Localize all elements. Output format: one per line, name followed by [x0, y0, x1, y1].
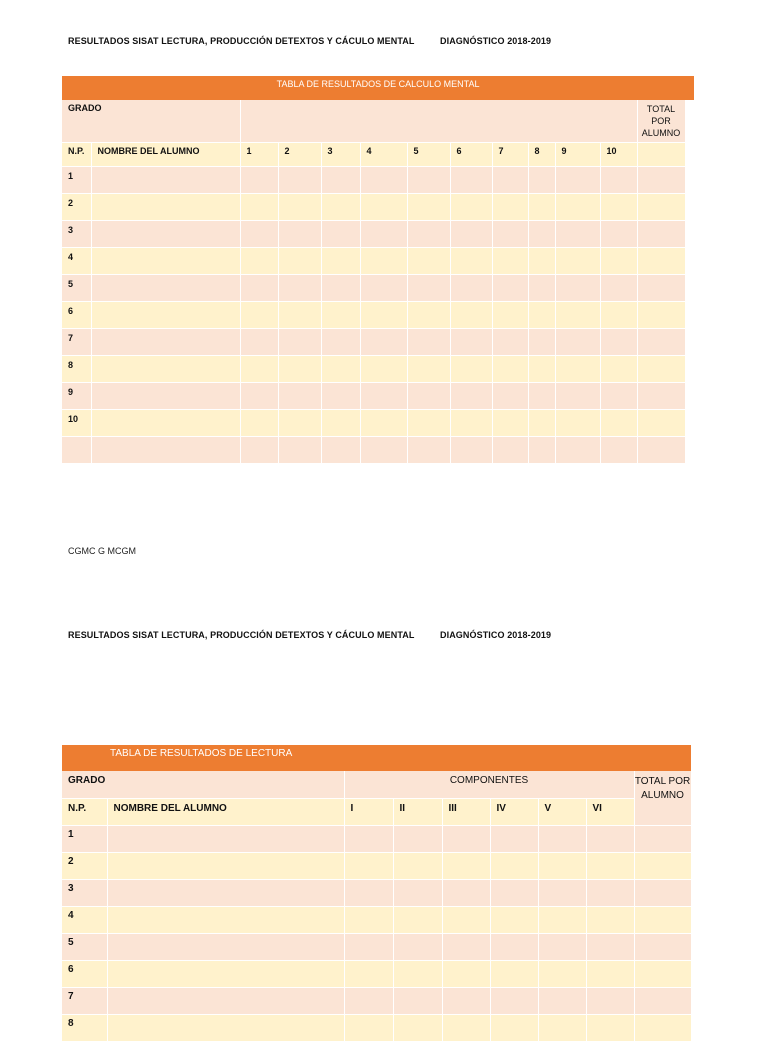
score-cell[interactable] — [360, 383, 407, 410]
total-cell[interactable] — [637, 167, 685, 194]
score-cell[interactable] — [344, 988, 393, 1015]
student-name-cell[interactable] — [107, 988, 344, 1015]
header-title: RESULTADOS SISAT LECTURA, PRODUCCIÓN DETEXTOS Y CÁCULO MENTAL — [68, 36, 415, 46]
score-cell[interactable] — [490, 934, 538, 961]
score-cell[interactable] — [538, 880, 586, 907]
student-name-cell[interactable] — [91, 329, 240, 356]
score-cell[interactable] — [492, 248, 528, 275]
column-header-row — [62, 143, 694, 167]
row-number: 4 — [62, 907, 107, 934]
table-row — [62, 1015, 691, 1042]
score-cell[interactable] — [450, 356, 492, 383]
table-row — [62, 961, 691, 988]
score-cell[interactable] — [528, 248, 555, 275]
score-cell[interactable] — [393, 934, 442, 961]
component-column-header: III — [442, 799, 490, 826]
score-cell[interactable] — [360, 410, 407, 437]
score-cell[interactable] — [538, 934, 586, 961]
score-cell[interactable] — [555, 437, 600, 464]
total-cell[interactable] — [634, 907, 691, 934]
table-row — [62, 194, 694, 221]
total-cell[interactable] — [634, 1015, 691, 1042]
score-cell[interactable] — [555, 356, 600, 383]
score-cell[interactable] — [528, 383, 555, 410]
score-cell[interactable] — [586, 934, 634, 961]
score-cell[interactable] — [360, 437, 407, 464]
table-row — [62, 934, 691, 961]
np-header: N.P. — [62, 799, 107, 826]
total-cell[interactable] — [637, 275, 685, 302]
component-column-header: V — [538, 799, 586, 826]
score-cell[interactable] — [278, 221, 321, 248]
item-column-header: 4 — [360, 143, 407, 167]
total-cell[interactable] — [634, 988, 691, 1015]
total-cell[interactable] — [637, 302, 685, 329]
total-cell[interactable] — [637, 383, 685, 410]
student-name-cell[interactable] — [91, 275, 240, 302]
total-cell[interactable] — [634, 826, 691, 853]
score-cell[interactable] — [586, 853, 634, 880]
row-number: 9 — [62, 383, 91, 410]
total-header: TOTAL POR ALUMNO — [637, 100, 685, 143]
score-cell[interactable] — [528, 194, 555, 221]
total-cell[interactable] — [637, 437, 685, 464]
calculo-mental-table — [62, 76, 695, 464]
score-cell[interactable] — [555, 248, 600, 275]
table-row — [62, 437, 694, 464]
score-cell[interactable] — [344, 934, 393, 961]
score-cell[interactable] — [442, 826, 490, 853]
score-cell[interactable] — [240, 383, 278, 410]
score-cell[interactable] — [407, 248, 450, 275]
table-title: TABLA DE RESULTADOS DE LECTURA — [62, 745, 691, 771]
table-row — [62, 356, 694, 383]
score-cell[interactable] — [492, 356, 528, 383]
student-name-cell[interactable] — [107, 1015, 344, 1042]
student-name-cell[interactable] — [107, 853, 344, 880]
student-name-cell[interactable] — [91, 167, 240, 194]
row-number: 1 — [62, 826, 107, 853]
score-cell[interactable] — [586, 826, 634, 853]
score-cell[interactable] — [321, 383, 360, 410]
score-cell[interactable] — [492, 167, 528, 194]
header-period: DIAGNÓSTICO 2018-2019 — [440, 630, 552, 640]
name-header: NOMBRE DEL ALUMNO — [107, 799, 344, 826]
score-cell[interactable] — [450, 329, 492, 356]
table-row — [62, 988, 691, 1015]
score-cell[interactable] — [442, 961, 490, 988]
component-column-header: VI — [586, 799, 634, 826]
row-number: 7 — [62, 329, 91, 356]
score-cell[interactable] — [240, 410, 278, 437]
score-cell[interactable] — [528, 221, 555, 248]
score-cell[interactable] — [442, 1015, 490, 1042]
score-cell[interactable] — [586, 961, 634, 988]
score-cell[interactable] — [321, 410, 360, 437]
score-cell[interactable] — [528, 275, 555, 302]
score-cell[interactable] — [278, 437, 321, 464]
score-cell[interactable] — [321, 356, 360, 383]
score-cell[interactable] — [600, 302, 637, 329]
row-number: 3 — [62, 880, 107, 907]
score-cell[interactable] — [240, 302, 278, 329]
score-cell[interactable] — [240, 437, 278, 464]
score-cell[interactable] — [321, 275, 360, 302]
score-cell[interactable] — [528, 167, 555, 194]
score-cell[interactable] — [278, 383, 321, 410]
score-cell[interactable] — [492, 410, 528, 437]
score-cell[interactable] — [586, 880, 634, 907]
score-cell[interactable] — [278, 329, 321, 356]
item-column-header: 6 — [450, 143, 492, 167]
score-cell[interactable] — [492, 329, 528, 356]
score-cell[interactable] — [450, 194, 492, 221]
score-cell[interactable] — [240, 275, 278, 302]
score-cell[interactable] — [393, 907, 442, 934]
score-cell[interactable] — [555, 167, 600, 194]
item-column-header: 2 — [278, 143, 321, 167]
score-cell[interactable] — [240, 167, 278, 194]
header-period: DIAGNÓSTICO 2018-2019 — [440, 36, 552, 46]
score-cell[interactable] — [528, 329, 555, 356]
grado-label: GRADO — [62, 100, 240, 143]
score-cell[interactable] — [492, 383, 528, 410]
item-column-header: 10 — [600, 143, 637, 167]
score-cell[interactable] — [360, 248, 407, 275]
componentes-header: COMPONENTES — [344, 771, 634, 799]
score-cell[interactable] — [407, 356, 450, 383]
student-name-cell[interactable] — [107, 907, 344, 934]
student-name-cell[interactable] — [91, 437, 240, 464]
total-column-cell — [637, 143, 685, 167]
score-cell[interactable] — [555, 194, 600, 221]
score-cell[interactable] — [600, 356, 637, 383]
score-cell[interactable] — [278, 356, 321, 383]
score-cell[interactable] — [407, 410, 450, 437]
score-cell[interactable] — [393, 988, 442, 1015]
score-cell[interactable] — [360, 356, 407, 383]
lectura-table — [62, 745, 692, 1042]
score-cell[interactable] — [492, 437, 528, 464]
score-cell[interactable] — [240, 356, 278, 383]
table-row — [62, 907, 691, 934]
table-row — [62, 302, 694, 329]
score-cell[interactable] — [538, 826, 586, 853]
table-row — [62, 329, 694, 356]
score-cell[interactable] — [490, 826, 538, 853]
score-cell[interactable] — [490, 961, 538, 988]
item-column-header: 3 — [321, 143, 360, 167]
score-cell[interactable] — [442, 880, 490, 907]
score-cell[interactable] — [321, 248, 360, 275]
score-cell[interactable] — [600, 329, 637, 356]
score-cell[interactable] — [321, 167, 360, 194]
score-cell[interactable] — [407, 329, 450, 356]
student-name-cell[interactable] — [91, 248, 240, 275]
score-cell[interactable] — [538, 1015, 586, 1042]
score-cell[interactable] — [490, 880, 538, 907]
score-cell[interactable] — [344, 853, 393, 880]
score-cell[interactable] — [492, 275, 528, 302]
score-cell[interactable] — [442, 988, 490, 1015]
total-cell[interactable] — [634, 934, 691, 961]
score-cell[interactable] — [407, 302, 450, 329]
score-cell[interactable] — [393, 961, 442, 988]
score-cell[interactable] — [538, 988, 586, 1015]
score-cell[interactable] — [240, 329, 278, 356]
total-cell[interactable] — [637, 410, 685, 437]
student-name-cell[interactable] — [91, 383, 240, 410]
row-number: 8 — [62, 1015, 107, 1042]
grado-label: GRADO — [62, 771, 344, 799]
score-cell[interactable] — [492, 221, 528, 248]
score-cell[interactable] — [407, 275, 450, 302]
table-row — [62, 410, 694, 437]
score-cell[interactable] — [600, 194, 637, 221]
score-cell[interactable] — [407, 167, 450, 194]
total-header: TOTAL POR ALUMNO — [634, 771, 691, 826]
total-cell[interactable] — [637, 329, 685, 356]
total-cell[interactable] — [637, 194, 685, 221]
score-cell[interactable] — [360, 221, 407, 248]
score-cell[interactable] — [321, 221, 360, 248]
row-number: 2 — [62, 853, 107, 880]
total-cell[interactable] — [637, 248, 685, 275]
score-cell[interactable] — [490, 853, 538, 880]
score-cell[interactable] — [586, 907, 634, 934]
score-cell[interactable] — [492, 194, 528, 221]
student-name-cell[interactable] — [107, 934, 344, 961]
score-cell[interactable] — [555, 221, 600, 248]
column-header-row — [62, 799, 691, 826]
item-column-header: 9 — [555, 143, 600, 167]
score-cell[interactable] — [450, 248, 492, 275]
student-name-cell[interactable] — [91, 302, 240, 329]
score-cell[interactable] — [278, 410, 321, 437]
row-number — [62, 437, 91, 464]
score-cell[interactable] — [555, 329, 600, 356]
score-cell[interactable] — [538, 961, 586, 988]
score-cell[interactable] — [450, 167, 492, 194]
score-cell[interactable] — [407, 437, 450, 464]
score-cell[interactable] — [600, 221, 637, 248]
row-number: 3 — [62, 221, 91, 248]
score-cell[interactable] — [600, 383, 637, 410]
score-cell[interactable] — [528, 437, 555, 464]
score-cell[interactable] — [538, 853, 586, 880]
score-cell[interactable] — [360, 167, 407, 194]
table-title: TABLA DE RESULTADOS DE CALCULO MENTAL — [62, 76, 694, 100]
table-row — [62, 880, 691, 907]
component-column-header: I — [344, 799, 393, 826]
student-name-cell[interactable] — [91, 221, 240, 248]
item-column-header: 7 — [492, 143, 528, 167]
score-cell[interactable] — [555, 383, 600, 410]
row-number: 5 — [62, 934, 107, 961]
score-cell[interactable] — [442, 853, 490, 880]
component-column-header: II — [393, 799, 442, 826]
row-number: 10 — [62, 410, 91, 437]
score-cell[interactable] — [442, 934, 490, 961]
student-name-cell[interactable] — [91, 410, 240, 437]
score-cell[interactable] — [240, 248, 278, 275]
score-cell[interactable] — [321, 302, 360, 329]
score-cell[interactable] — [278, 167, 321, 194]
score-cell[interactable] — [344, 1015, 393, 1042]
score-cell[interactable] — [321, 194, 360, 221]
score-cell[interactable] — [450, 410, 492, 437]
score-cell[interactable] — [600, 275, 637, 302]
score-cell[interactable] — [490, 907, 538, 934]
score-cell[interactable] — [360, 194, 407, 221]
document-header-2 — [68, 630, 668, 640]
grado-value[interactable] — [240, 100, 637, 143]
row-number: 8 — [62, 356, 91, 383]
note-text: CGMC G MCGM — [68, 546, 136, 556]
score-cell[interactable] — [450, 383, 492, 410]
score-cell[interactable] — [360, 329, 407, 356]
score-cell[interactable] — [278, 248, 321, 275]
score-cell[interactable] — [360, 302, 407, 329]
score-cell[interactable] — [490, 988, 538, 1015]
score-cell[interactable] — [555, 275, 600, 302]
score-cell[interactable] — [555, 410, 600, 437]
total-cell[interactable] — [634, 880, 691, 907]
score-cell[interactable] — [600, 248, 637, 275]
score-cell[interactable] — [360, 275, 407, 302]
total-cell[interactable] — [637, 221, 685, 248]
score-cell[interactable] — [407, 194, 450, 221]
document-header — [68, 36, 668, 46]
score-cell[interactable] — [240, 221, 278, 248]
score-cell[interactable] — [344, 826, 393, 853]
item-column-header: 1 — [240, 143, 278, 167]
row-number: 6 — [62, 302, 91, 329]
row-number: 7 — [62, 988, 107, 1015]
score-cell[interactable] — [344, 961, 393, 988]
np-header: N.P. — [62, 143, 91, 167]
score-cell[interactable] — [586, 1015, 634, 1042]
total-cell[interactable] — [634, 853, 691, 880]
student-name-cell[interactable] — [91, 356, 240, 383]
row-number: 5 — [62, 275, 91, 302]
name-header: NOMBRE DEL ALUMNO — [91, 143, 240, 167]
score-cell[interactable] — [600, 167, 637, 194]
score-cell[interactable] — [240, 194, 278, 221]
student-name-cell[interactable] — [107, 880, 344, 907]
score-cell[interactable] — [538, 907, 586, 934]
score-cell[interactable] — [528, 356, 555, 383]
score-cell[interactable] — [600, 410, 637, 437]
score-cell[interactable] — [344, 880, 393, 907]
student-name-cell[interactable] — [107, 826, 344, 853]
score-cell[interactable] — [450, 275, 492, 302]
score-cell[interactable] — [393, 853, 442, 880]
row-number: 4 — [62, 248, 91, 275]
score-cell[interactable] — [450, 302, 492, 329]
score-cell[interactable] — [393, 1015, 442, 1042]
score-cell[interactable] — [586, 988, 634, 1015]
header-title: RESULTADOS SISAT LECTURA, PRODUCCIÓN DETEXTOS Y CÁCULO MENTAL — [68, 630, 415, 640]
score-cell[interactable] — [450, 221, 492, 248]
score-cell[interactable] — [321, 329, 360, 356]
table-row — [62, 167, 694, 194]
score-cell[interactable] — [321, 437, 360, 464]
item-column-header: 8 — [528, 143, 555, 167]
score-cell[interactable] — [393, 826, 442, 853]
row-number: 1 — [62, 167, 91, 194]
score-cell[interactable] — [407, 221, 450, 248]
item-column-header: 5 — [407, 143, 450, 167]
score-cell[interactable] — [555, 302, 600, 329]
score-cell[interactable] — [278, 302, 321, 329]
row-number: 6 — [62, 961, 107, 988]
table-row — [62, 826, 691, 853]
score-cell[interactable] — [528, 302, 555, 329]
score-cell[interactable] — [442, 907, 490, 934]
score-cell[interactable] — [393, 880, 442, 907]
score-cell[interactable] — [344, 907, 393, 934]
table-row — [62, 248, 694, 275]
table-row — [62, 221, 694, 248]
table-row — [62, 383, 694, 410]
total-cell[interactable] — [634, 961, 691, 988]
row-number: 2 — [62, 194, 91, 221]
table-row — [62, 275, 694, 302]
student-name-cell[interactable] — [91, 194, 240, 221]
score-cell[interactable] — [278, 275, 321, 302]
score-cell[interactable] — [600, 437, 637, 464]
score-cell[interactable] — [407, 383, 450, 410]
score-cell[interactable] — [450, 437, 492, 464]
component-column-header: IV — [490, 799, 538, 826]
score-cell[interactable] — [492, 302, 528, 329]
total-cell[interactable] — [637, 356, 685, 383]
student-name-cell[interactable] — [107, 961, 344, 988]
table-row — [62, 853, 691, 880]
score-cell[interactable] — [490, 1015, 538, 1042]
score-cell[interactable] — [278, 194, 321, 221]
score-cell[interactable] — [528, 410, 555, 437]
